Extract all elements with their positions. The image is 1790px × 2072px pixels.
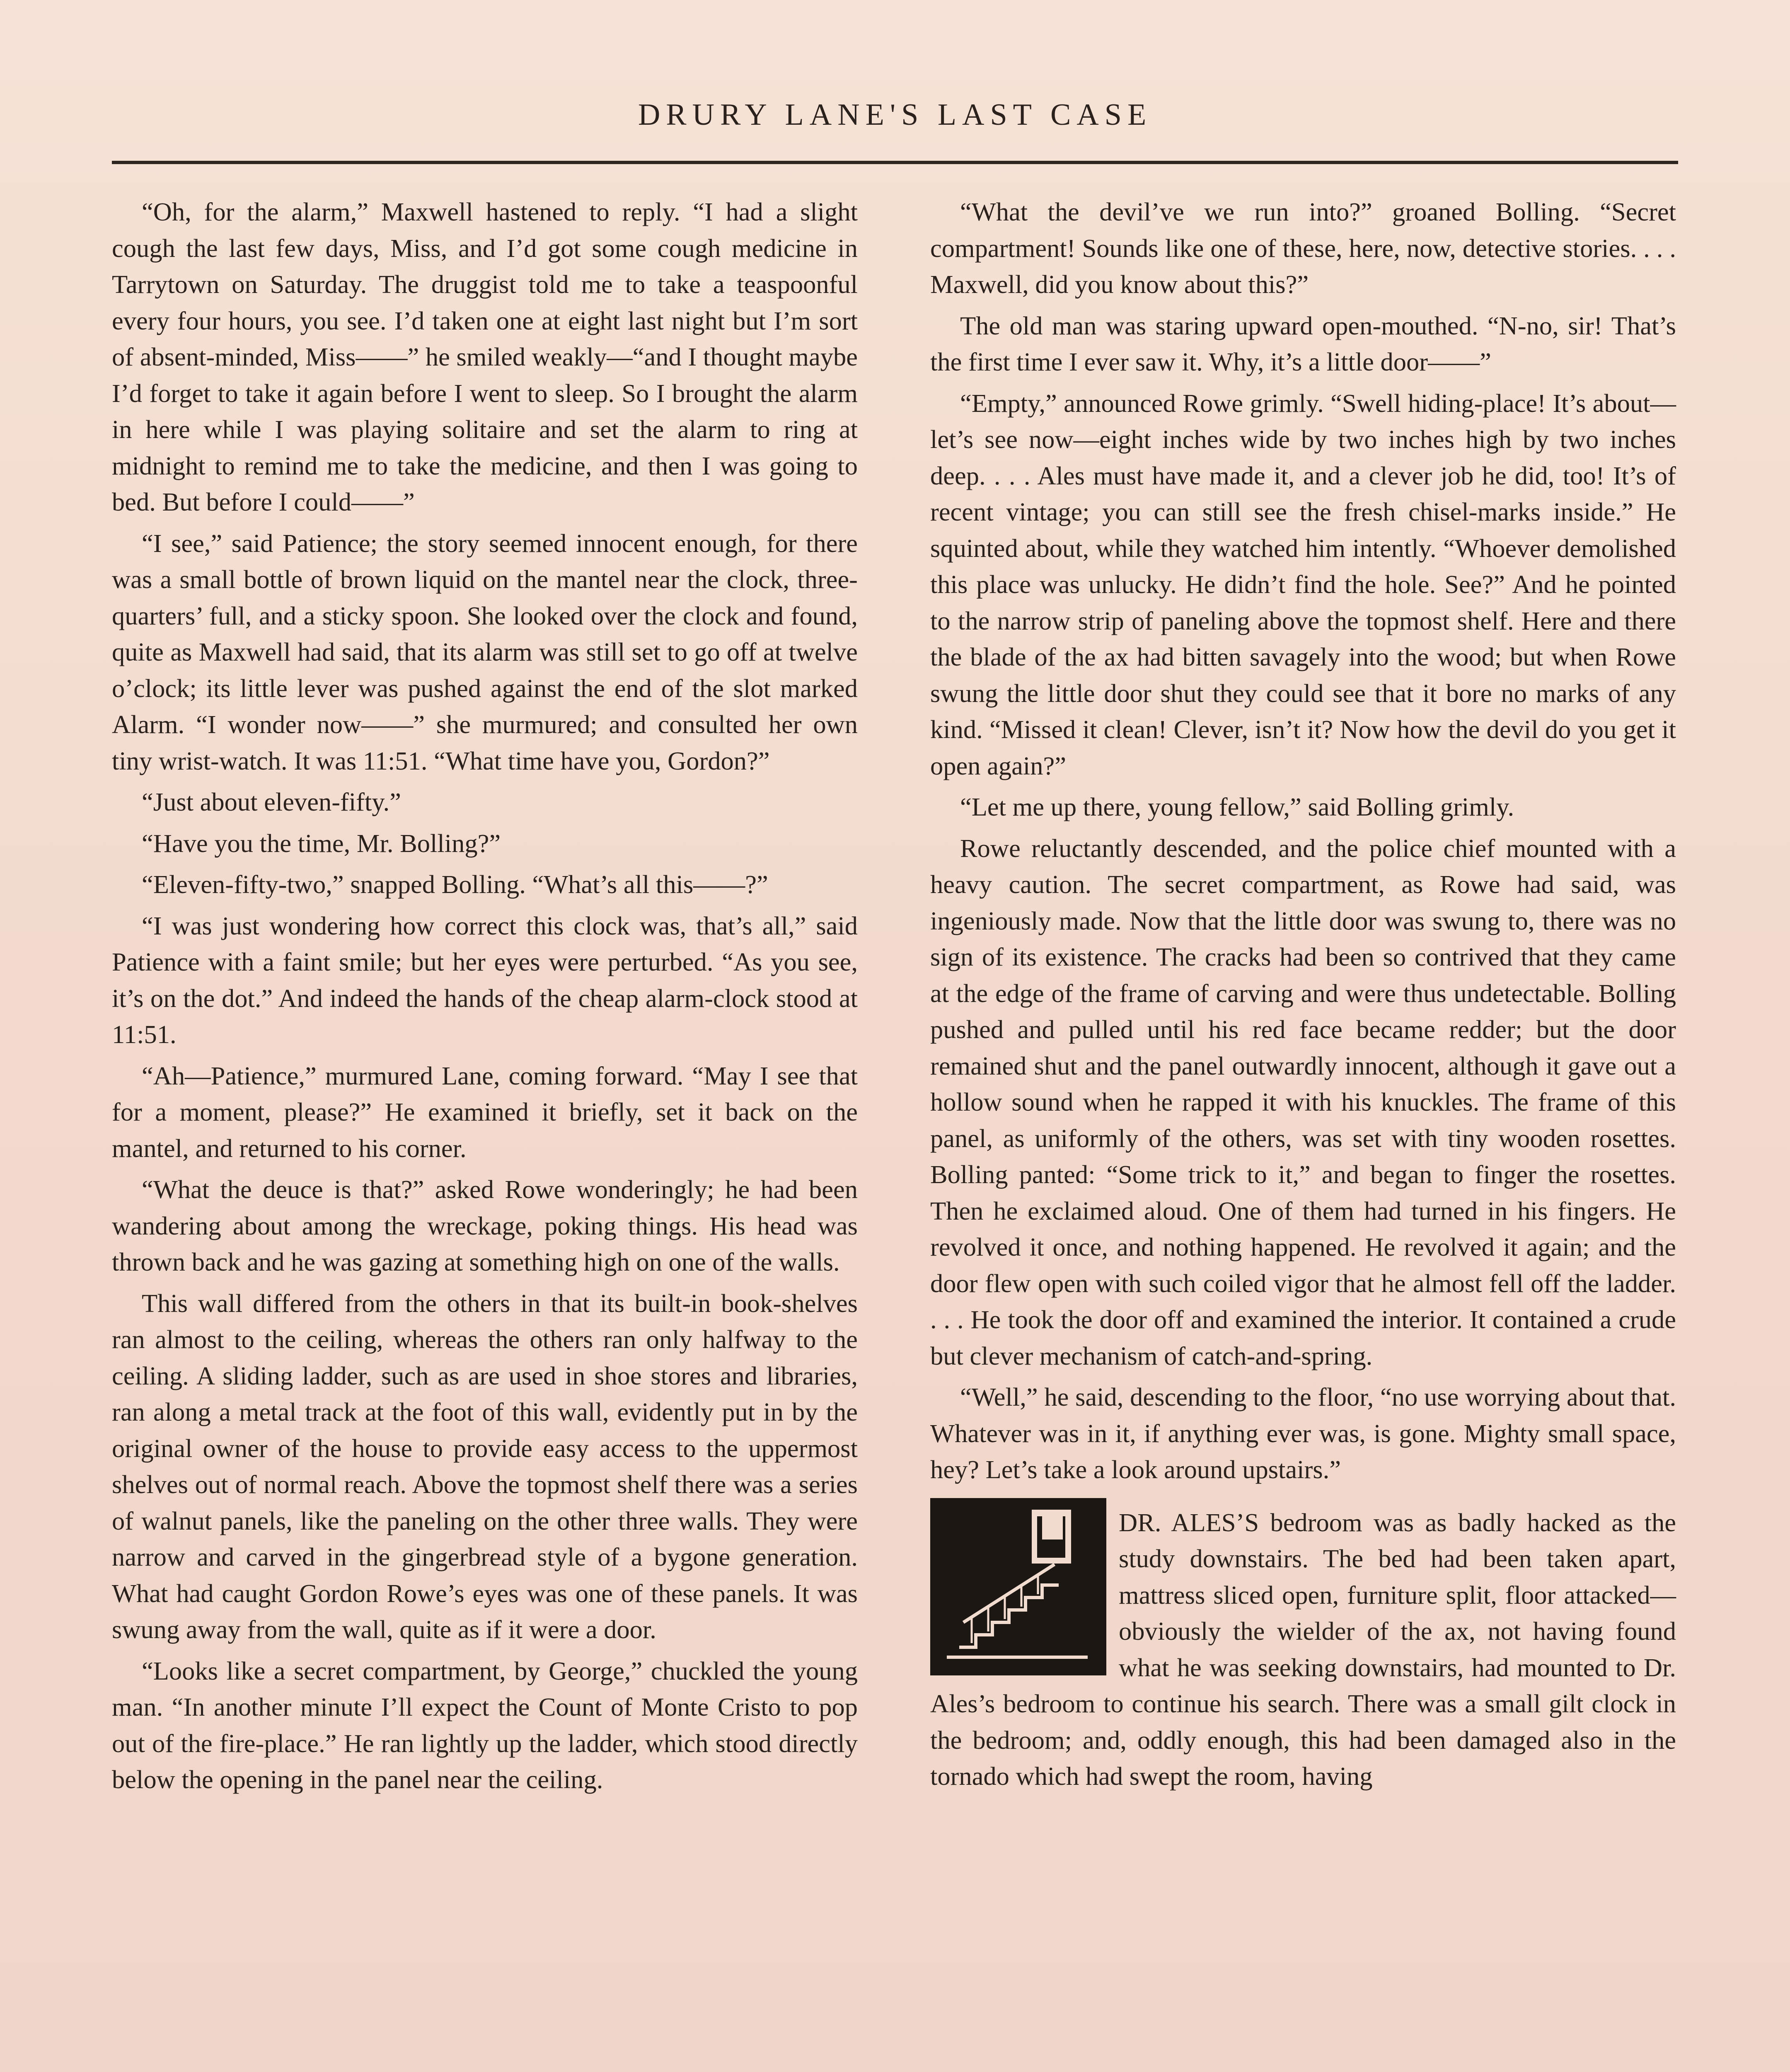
paragraph: “Empty,” announced Rowe grimly. “Swell hiding-place! It’s about—let’s see now—eight inches wide by two inches high by two inches deep. . . . Ales must have made it, and a clever job he did, too! It’s of recent vintage; you can still see the fresh chisel-marks inside.” He squinted about, while they watched him intently. “Whoever demolished this place was unlucky. He didn’t find the hole. See?” And he pointed to the narrow strip of paneling above the topmost shelf. Here and there the blade of the ax had bitten savagely into the wood; but when Rowe swung the little door shut they could see that it bore no marks of any kind. “Missed it clean! Clever, isn’t it? Now how the devil do you get it open again?” <box>930 388 1676 780</box>
paragraph: This wall differed from the others in that its built-in book-shelves ran almost to the ceiling, whereas the others ran only halfway to the ceiling. A sliding ladder, such as are used in shoe stores and libraries, ran along a metal track at the foot of this wall, evidently put in by the original owner of the house to provide easy access to the uppermost shelves out of normal reach. Above the topmost shelf there was a series of walnut panels, like the paneling on the other three walls. They were narrow and carved in the gingerbread style of a bygone generation. What had caught Gordon Rowe’s eyes was one of these panels. It was swung away from the wall, quite as if it were a door. <box>112 1288 858 1644</box>
header-rule <box>112 161 1678 164</box>
paragraph: “Ah—Patience,” murmured Lane, coming forward. “May I see that for a moment, please?” He examined it briefly, set it back on the mantel, and returned to his corner. <box>112 1061 858 1163</box>
staircase-doorway-icon <box>930 1498 1106 1675</box>
paragraph: “Just about eleven-fifty.” <box>142 787 401 816</box>
paragraph: Rowe reluctantly descended, and the police chief mounted with a heavy caution. The secret compartment, as Rowe had said, was ingeniously made. Now that the little door was swung to, there was no sign of its existence. The cracks had been so contrived that they came at the edge of the frame of carving and were thus undetectable. Bolling pushed and pulled until his red face became redder; but the door remained shut and the panel outwardly innocent, although it gave out a hollow sound when he rapped it with his knuckles. The frame of this panel, as uniformly of the others, was set with tiny wooden rosettes. Bolling panted: “Some trick to it,” and began to finger the rosettes. Then he exclaimed aloud. One of them had turned in his fingers. He revolved it once, and nothing happened. He revolved it again; and the door flew open with such coiled vigor that he almost fell off the ladder. . . . He took the door off and examined the interior. It contained a crude but clever mechanism of catch-and-spring. <box>930 833 1676 1370</box>
left-column <box>112 194 858 1803</box>
paragraph: “Well,” he said, descending to the floor, “no use worrying about that. Whatever was in it, if anything ever was, is gone. Mighty small space, hey? Let’s take a look around upstairs.” <box>930 1382 1676 1484</box>
paragraph: “I was just wondering how correct this clock was, that’s all,” said Patience with a faint smile; but her eyes were perturbed. “As you see, it’s on the dot.” And indeed the hands of the cheap alarm-clock stood at 11:51. <box>112 911 858 1049</box>
paragraph: “Have you the time, Mr. Bolling?” <box>142 828 501 858</box>
paragraph: “Oh, for the alarm,” Maxwell hastened to reply. “I had a slight cough the last few days, Miss, and I’d got some cough medicine in Tarrytown on Saturday. The druggist told me to take a teaspoonful every four hours, you see. I’d taken one at eight last night but I’m sort of absent-minded, Miss——” he smiled weakly—“and I thought maybe I’d forget to take it again before I went to sleep. So I brought the alarm in here while I was playing solitaire and set the alarm to ring at midnight to remind me to take the medicine, and then I was going to bed. But before I could——” <box>112 197 858 516</box>
paragraph: The old man was staring upward open-mouthed. “N-no, sir! That’s the first time I ever saw it. Why, it’s a little door——” <box>930 311 1676 376</box>
paragraph: “Eleven-fifty-two,” snapped Bolling. “What’s all this——?” <box>142 870 768 899</box>
paragraph: “What the devil’ve we run into?” groaned Bolling. “Secret compartment! Sounds like one of these, here, now, detective stories. . . . Maxwell, did you know about this?” <box>930 197 1676 299</box>
drop-cap-paragraph: DR. ALES’S bedroom was as badly hacked as the study downstairs. The bed had been taken apart, mattress sliced open, furniture split, floor attacked—obviously the wielder of the ax, not having found what he was seeking downstairs, had mounted to Dr. Ales’s bedroom to continue his search. There was a small gilt clock in the bedroom; and, oddly enough, this had been damaged also in the tornado which had swept the room, having <box>930 1508 1676 1791</box>
paragraph: “I see,” said Patience; the story seemed innocent enough, for there was a small bottle of brown liquid on the mantel near the clock, three-quarters’ full, and a sticky spoon. She looked over the clock and found, quite as Maxwell had said, that its alarm was still set to go off at twelve o’clock; its little lever was pushed against the end of the slot marked Alarm. “I wonder now——” she murmured; and consulted her own tiny wrist-watch. It was 11:51. “What time have you, Gordon?” <box>112 528 858 775</box>
paragraph: “What the deuce is that?” asked Rowe wonderingly; he had been wandering about among the wreckage, poking things. His head was thrown back and he was gazing at something high on one of the walls. <box>112 1175 858 1276</box>
paragraph: “Looks like a secret compartment, by George,” chuckled the young man. “In another minute I’ll expect the Count of Monte Cristo to pop out of the fire-place.” He ran lightly up the ladder, which stood directly below the opening in the panel near the ceiling. <box>112 1656 858 1794</box>
right-column <box>930 194 1676 1800</box>
staircase-drawing <box>930 1498 1106 1675</box>
paragraph: “Let me up there, young fellow,” said Bolling grimly. <box>960 792 1514 821</box>
running-head: DRURY LANE'S LAST CASE <box>638 98 1152 132</box>
